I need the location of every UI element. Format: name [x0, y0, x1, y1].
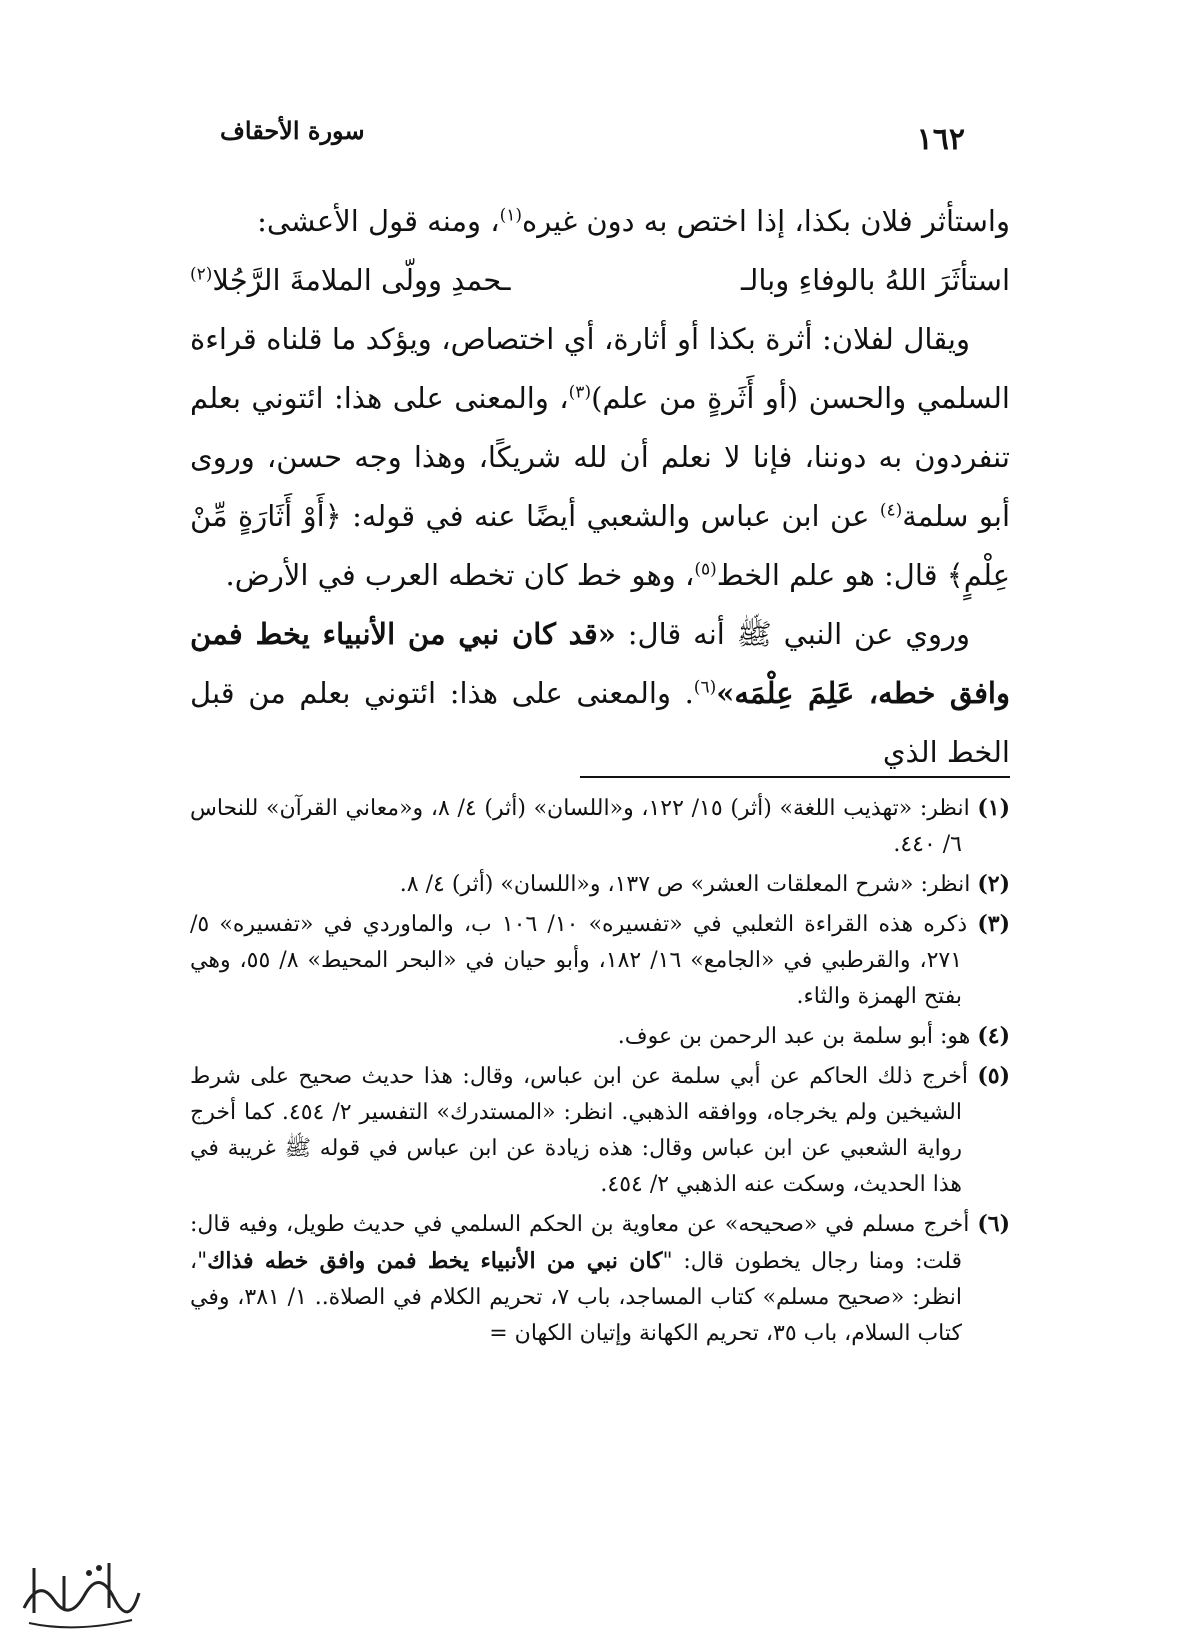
footnote-text: أخرج ذلك الحاكم عن أبي سلمة عن ابن عباس، وقال: هذا حديث صحيح على شرط الشيخين ولم يخرجاه، ووافقه الذهبي. انظر: «المستدرك» التفسير ٢/ ٤٥٤. كما أخرج رواية الشعبي عن ابن عباس وقال: هذه زيادة عن ابن عباس في قوله ﷺ غريبة في هذا الحديث، وسكت عنه الذهبي ٢/ ٤٥٤.	[190, 1064, 968, 1197]
footnote-number: (٢)	[977, 871, 1010, 897]
surah-title: سورة الأحقاف	[220, 116, 365, 145]
footnote-2	[190, 866, 1010, 903]
footnote-ref-5: (٥)	[694, 559, 717, 580]
footnote-text: "، انظر: «صحيح مسلم» كتاب المساجد، باب ٧، تحريم الكلام في الصلاة.. ١/ ٣٨١، وفي كتاب السلام، باب ٣٥، تحريم الكهانة وإتيان الكهان =	[190, 1249, 962, 1346]
footnote-5	[190, 1058, 1010, 1203]
footnote-number: (٥)	[977, 1063, 1010, 1089]
main-text	[190, 192, 1010, 782]
hadith-quote: «قد كان نبي من الأنبياء يخط فمن وافق خطه، عَلِمَ عِلْمَه»	[190, 617, 1010, 710]
poem-hemistich-2: ـحمدِ وولّى الملامةَ الرَّجُلا	[212, 263, 511, 297]
footnote-4	[190, 1018, 1010, 1055]
footnote-ref-3: (٣)	[568, 382, 592, 403]
footnote-1	[190, 790, 1010, 863]
text-run: ويقال لفلان: أثرة بكذا أو أثارة، أي اختصاص، ويؤكد ما قلناه قراءة السلمي والحسن (أو أَثَرةٍ من علم)	[190, 322, 1010, 415]
footnote-3	[190, 906, 1010, 1015]
footnote-separator	[580, 776, 1010, 778]
footnote-number: (٦)	[977, 1211, 1010, 1237]
poem-verse	[190, 251, 1010, 310]
text-run: ، ومنه قول الأعشى:	[257, 204, 500, 238]
page-header	[190, 108, 965, 158]
footnote-hadith: كان نبي من الأنبياء يخط فمن وافق خطه فذاك	[207, 1248, 663, 1274]
footnote-6	[190, 1206, 1010, 1352]
footnote-ref-1: (١)	[499, 205, 523, 226]
poem-hemistich-1: استأثَرَ اللهُ بالوفاءِ وبالـ	[740, 263, 1010, 297]
paragraph-2	[190, 310, 1010, 605]
footnote-text: انظر: «تهذيب اللغة» (أثر) ١٥/ ١٢٢، و«اللسان» (أثر) ٤/ ٨، و«معاني القرآن» للنحاس ٦/ ٤٤٠.	[190, 796, 970, 857]
footnote-ref-4: (٤)	[879, 500, 903, 521]
footnote-number: (٣)	[977, 911, 1011, 937]
text-run: واستأثر فلان بكذا، إذا اختص به دون غيره	[522, 204, 1010, 238]
text-run: ، والمعنى على هذا: ائتوني بعلم تنفردون به دوننا، فإنا لا نعلم أن لله شريكًا، وهذا وجه حسن، وروى أبو سلمة	[190, 381, 1010, 533]
text-run: وروي عن النبي ﷺ أنه قال:	[615, 617, 970, 651]
footnote-text: ذكره هذه القراءة الثعلبي في «تفسيره» ١٠/ ١٠٦ ب، والماوردي في «تفسيره» ٥/ ٢٧١، والقرطبي في «الجامع» ١٦/ ١٨٢، وأبو حيان في «البحر المحيط» ٨/ ٥٥، وهي بفتح الهمزة والثاء.	[190, 912, 968, 1009]
text-run: ، وهو خط كان تخطه العرب في الأرض.	[225, 558, 695, 592]
footnote-number: (١)	[977, 795, 1011, 821]
paragraph-1	[190, 192, 1010, 251]
page-number: ١٦٢	[916, 122, 965, 157]
footnote-ref-2: (٢)	[190, 264, 213, 285]
footnotes	[190, 790, 1010, 1355]
footnote-text: انظر: «شرح المعلقات العشر» ص ١٣٧، و«اللسان» (أثر) ٤/ ٨.	[399, 872, 971, 897]
text-run: عن ابن عباس والشعبي أيضًا عنه في قوله: ﴿أَوْ أَثَارَةٍ مِّنْ عِلْمٍ﴾ قال: هو علم الخط	[190, 499, 1010, 592]
paragraph-3	[190, 605, 1010, 782]
footnote-text: هو: أبو سلمة بن عبد الرحمن بن عوف.	[617, 1024, 971, 1049]
footnote-ref-6: (٦)	[693, 677, 717, 698]
footnote-text: أخرج مسلم في «صحيحه» عن معاوية بن الحكم السلمي في حديث طويل، وفيه قال: قلت: ومنا رجال يخطون قال: "	[190, 1212, 970, 1274]
text-run: . والمعنى على هذا: ائتوني بعلم من قبل الخط الذي	[190, 676, 1010, 769]
footnote-number: (٤)	[977, 1023, 1010, 1049]
calligraphy-logo-icon	[14, 1538, 144, 1638]
